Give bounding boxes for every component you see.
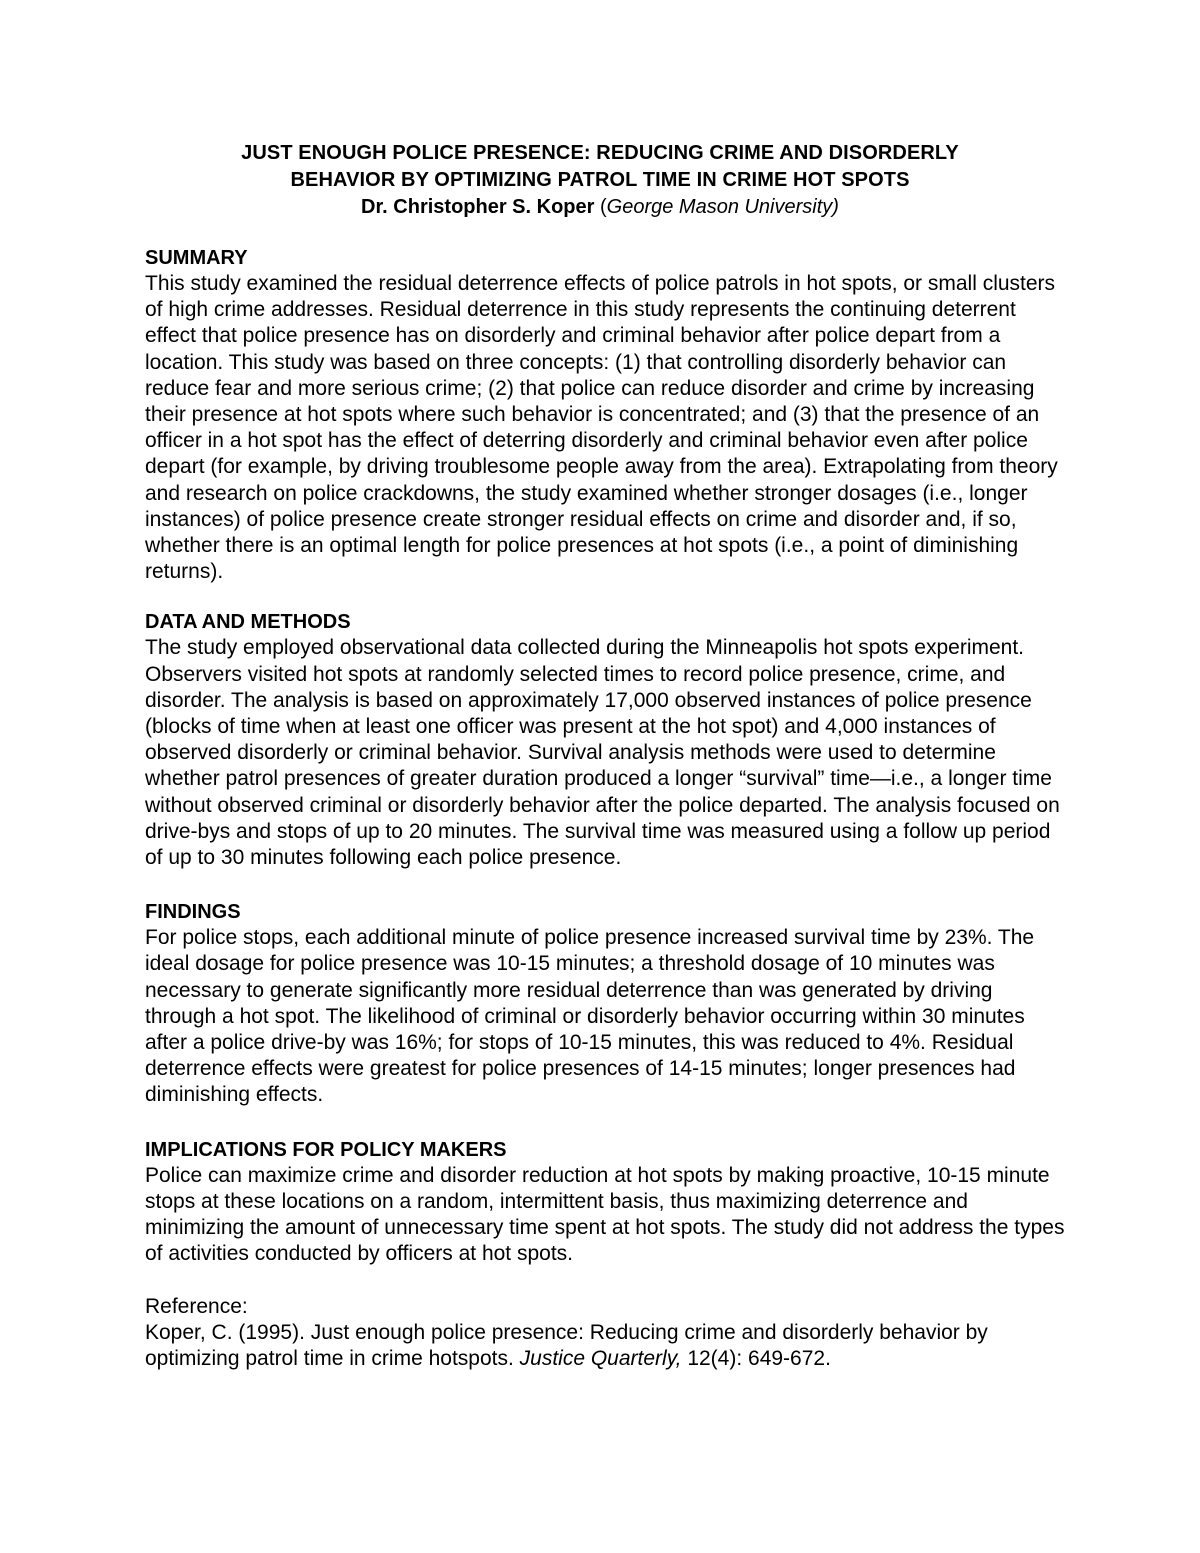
data-methods-section xyxy=(145,609,1065,871)
reference-label: Reference: xyxy=(145,1294,248,1318)
findings-section xyxy=(145,899,1065,1108)
author-name: Dr. Christopher S. Koper xyxy=(361,196,595,218)
implications-body: Police can maximize crime and disorder reduction at hot spots by making proactive, 10-15 minute stops at these locations on a random, intermittent basis, thus maximizing deterrence and minimizing the amount of unnecessary time spent at hot spots. The study did not address the types of activities conducted by officers at hot spots. xyxy=(145,1163,1065,1266)
data-methods-heading: DATA AND METHODS xyxy=(145,611,351,634)
reference-section xyxy=(145,1294,1065,1373)
title-line-2: BEHAVIOR BY OPTIMIZING PATROL TIME IN CRIME HOT SPOTS xyxy=(290,169,910,191)
author-line xyxy=(135,194,1065,221)
findings-body: For police stops, each additional minute of police presence increased survival time by 23%. The ideal dosage for police presence was 10-15 minutes; a threshold dosage of 10 minutes was necessary to generate significantly more residual deterrence than was generated by driving through a hot spot. The likelihood of criminal or disorderly behavior occurring within 30 minutes after a police drive-by was 16%; for stops of 10-15 minutes, this was reduced to 4%. Residual deterrence effects were greatest for police presences of 14-15 minutes; longer presences had diminishing effects. xyxy=(145,926,1035,1107)
title-line-1: JUST ENOUGH POLICE PRESENCE: REDUCING CRIME AND DISORDERLY xyxy=(241,142,959,164)
findings-heading: FINDINGS xyxy=(145,901,241,924)
data-methods-body: The study employed observational data collected during the Minneapolis hot spots experiment. Observers visited hot spots at randomly selected times to record police presence, crime, and disorder. The analysis is based on approximately 17,000 observed instances of police presence (blocks of time when at least one officer was present at the hot spot) and 4,000 instances of observed disorderly or criminal behavior. Survival analysis methods were used to determine whether patrol presences of greater duration produced a longer “survival” time—i.e., a longer time without observed criminal or disorderly behavior after the police departed. The analysis focused on drive-bys and stops of up to 20 minutes. The survival time was measured using a follow up period of up to 30 minutes following each police presence. xyxy=(145,636,1060,870)
reference-text xyxy=(145,1320,1065,1372)
summary-body: This study examined the residual deterrence effects of police patrols in hot spots, or small clusters of high crime addresses. Residual deterrence in this study represents the continuing deterrent effect that police presence has on disorderly and criminal behavior after police depart from a location. This study was based on three concepts: (1) that controlling disorderly behavior can reduce fear and more serious crime; (2) that police can reduce disorder and crime by increasing their presence at hot spots where such behavior is concentrated; and (3) that the presence of an officer in a hot spot has the effect of deterring disorderly and criminal behavior even after police depart (for example, by driving troublesome people away from the area). Extrapolating from theory and research on police crackdowns, the study examined whether stronger dosages (i.e., longer instances) of police presence create stronger residual effects on crime and disorder and, if so, whether there is an optimal length for police presences at hot spots (i.e., a point of diminishing returns). xyxy=(145,272,1058,584)
author-affiliation: George Mason University) xyxy=(606,196,839,218)
implications-section xyxy=(145,1137,1065,1268)
document-page xyxy=(145,140,1065,1372)
affiliation-open-paren: ( xyxy=(594,196,607,218)
summary-section xyxy=(145,245,1065,585)
reference-text-after: 12(4): 649-672. xyxy=(681,1346,831,1370)
title-block xyxy=(135,140,1065,221)
reference-journal: Justice Quarterly, xyxy=(519,1346,682,1370)
reference-text-before: Koper, C. (1995). Just enough police presence: Reducing crime and disorderly behavior by optimizing patrol time in crime hotspots. xyxy=(145,1320,988,1370)
summary-heading: SUMMARY xyxy=(145,247,248,269)
implications-heading: IMPLICATIONS FOR POLICY MAKERS xyxy=(145,1138,507,1161)
